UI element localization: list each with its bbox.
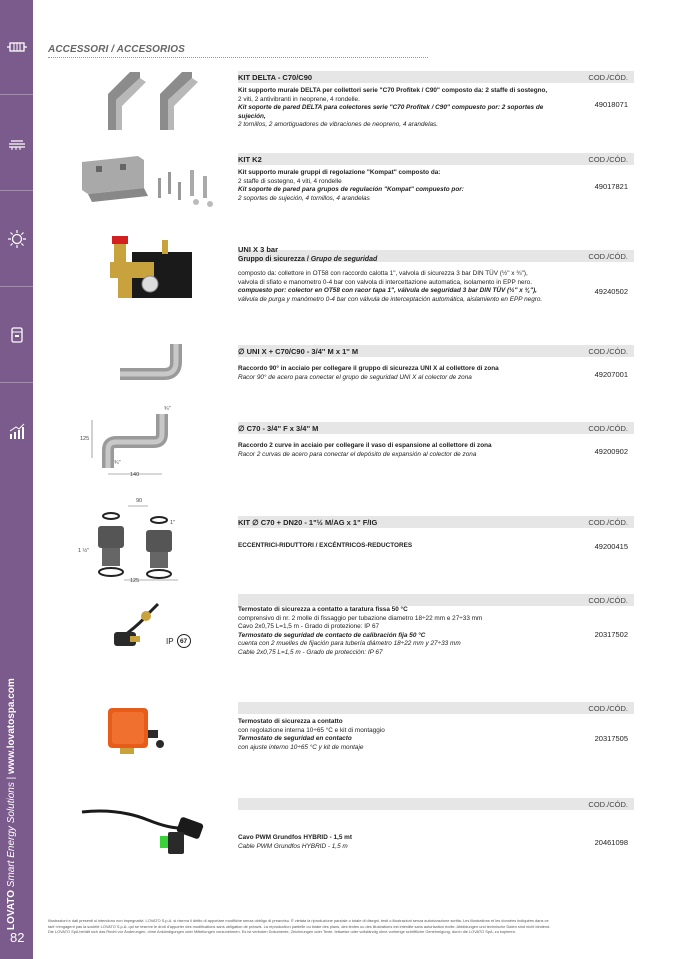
- product-row: [48, 150, 634, 220]
- bracket-pair-illustration: [100, 72, 210, 132]
- disclaimer-line: Die LOVATO SpA behält sich das Recht vor Änderungen, ohne Ankündigungen oder Mitteilungen vorzunehmen. Es ist verboten Dokumente, Zeichnungen oder Texte, teilweise oder vollständig ohne vorherige schriftliche Genehmigung, durch die LOVATO SpA, zu kopieren.: [48, 929, 516, 935]
- desc-line: válvula de purga y manómetro 0-4 bar con válvula de interceptación automática, aislamiento en EPP negro.: [238, 295, 543, 303]
- brand-website[interactable]: www.lovatospa.com: [6, 678, 17, 774]
- chart-icon: [7, 422, 27, 442]
- desc-line: Kit soporte de pared DELTA para colectores serie "C70 Profitek / C90" compuesto por: 2 soportes de sujeción,: [238, 104, 544, 120]
- cod-label: COD./CÓD.: [588, 252, 628, 261]
- ip-label: IP: [166, 636, 174, 646]
- cod-label: COD./CÓD.: [588, 347, 628, 356]
- desc-line: Raccordo 2 curve in acciaio per collegare il vaso di espansione al collettore di zona: [238, 442, 492, 449]
- brand-separator: |: [6, 776, 17, 780]
- sidebar-tab-radiators[interactable]: [0, 0, 33, 95]
- product-row: [48, 402, 634, 492]
- desc-line: Racor 90° de acero para conectar el grupo de seguridad UNI X al colector de zona: [238, 373, 472, 381]
- cod-label: COD./CÓD.: [588, 596, 628, 605]
- product-code: 49200415: [594, 542, 628, 551]
- product-title: ∅ C70 - 3/4'' F x 3/4'' M: [238, 424, 319, 433]
- contact-thermostat-illustration: [108, 600, 168, 656]
- dimension-label: 140: [130, 472, 140, 478]
- brand-vertical-text: [6, 678, 17, 930]
- product-code: 20461098: [594, 838, 628, 847]
- row-title-bar: [238, 702, 634, 714]
- product-code: 49207001: [594, 370, 628, 379]
- desc-line: Termostato di sicurezza a contatto: [238, 718, 343, 725]
- desc-line: valvola di sfiato e manometro 0-4 bar con valvola di intercettazione automatica, isolamento in EPP nero.: [238, 278, 533, 286]
- product-title: KIT K2: [238, 155, 262, 164]
- desc-line: composto da: collettore in OT58 con raccordo calotta 1", valvola di sicurezza 3 bar DIN TÜV (½" x ¾"),: [238, 270, 528, 277]
- desc-line: Racor 2 curvas de acero para conectar el depósito de expansión al colector de zona: [238, 450, 477, 458]
- row-title-bar: [238, 153, 634, 165]
- desc-line: Cable 2x0,75 L=1,5 m - Grado de protección: IP 67: [238, 648, 383, 656]
- sidebar-tab-performance[interactable]: [0, 384, 33, 479]
- desc-line: Kit soporte de pared para grupos de regulación "Kompat" compuesto por:: [238, 186, 464, 194]
- product-code: 49017821: [594, 182, 628, 191]
- desc-line: Cable PWM Grundfos HYBRID - 1,5 m: [238, 842, 348, 850]
- ip-rating: [166, 634, 191, 648]
- dimension-label: 125: [80, 436, 90, 442]
- product-description: [238, 606, 568, 658]
- brand-tagline: Smart Energy Solutions: [6, 782, 17, 888]
- sidebar-tab-floor[interactable]: [0, 96, 33, 191]
- dimension-label: 90: [136, 498, 143, 504]
- product-code: 20317502: [594, 630, 628, 639]
- product-description: [238, 87, 568, 130]
- double-bend-fitting-illustration: [88, 406, 188, 476]
- desc-line: comprensivo di nr. 2 molle di fissaggio per tubazione diametro 18÷22 mm e 27÷33 mm: [238, 614, 483, 622]
- dimension-label: ¾": [164, 406, 171, 412]
- product-title: KIT ∅ C70 + DN20 - 1"½ M/AG x 1" F/IG: [238, 518, 378, 527]
- desc-line: 2 soportes de sujeción, 4 tornillos, 4 arandelas: [238, 194, 370, 202]
- cod-label: COD./CÓD.: [588, 800, 628, 809]
- page-number: 82: [10, 930, 25, 945]
- disclaimer-line: tarif n'engagent pas la société LOVATO S.p.A. qui se réserve le droit d'apporter des modifications sans obligation de préavis. La reproduction partielle ou totale des plans, des textes ou des illustrations est interdite sans autorisation écrite. Abbildungen und technische Daten sind nicht bindend.: [48, 923, 551, 929]
- product-subtitle: [238, 256, 377, 263]
- cod-label: COD./CÓD.: [588, 155, 628, 164]
- sun-gear-icon: [7, 229, 27, 249]
- boiler-icon: [7, 325, 27, 345]
- disclaimer-line: Illustrazioni e dati presenti si intendono non impegnativi. LOVATO S.p.A. si riserva il diritto di apportare modifiche senza obbligo di preavviso. È vietata la riproduzione parziale o totale di disegni, testi o illustrazioni senza autorizzazione scritta. Les illustrations et les données indiquées dans ce: [48, 918, 549, 923]
- desc-line: Kit supporto murale gruppi di regolazione "Kompat" composto da:: [238, 169, 441, 176]
- product-row: [48, 68, 634, 138]
- desc-line: Termostato de seguridad de contacto de calibración fija 50 °C: [238, 631, 426, 639]
- cod-label: COD./CÓD.: [588, 73, 628, 82]
- product-code: 49018071: [594, 100, 628, 109]
- desc-line: Raccordo 90° in acciaio per collegare il gruppo di sicurezza UNI X al collettore di zona: [238, 365, 499, 372]
- subtitle-es: Grupo de seguridad: [310, 256, 378, 263]
- product-description: [238, 834, 568, 851]
- pwm-cable-illustration: [78, 802, 228, 862]
- dimension-label: ¾": [114, 460, 121, 466]
- product-title: UNI X 3 bar: [238, 245, 279, 254]
- elbow-fitting-illustration: [114, 340, 204, 384]
- cod-label: COD./CÓD.: [588, 518, 628, 527]
- cod-label: COD./CÓD.: [588, 704, 628, 713]
- desc-line: 2 tornillos, 2 amortiguadores de vibraciones de neopreno, 4 arandelas.: [238, 121, 439, 129]
- product-description: [238, 718, 568, 752]
- product-code: 49240502: [594, 287, 628, 296]
- ip-value: 67: [179, 637, 188, 645]
- ip-rating-icon: [177, 634, 191, 648]
- dimension-label: 1": [170, 520, 176, 526]
- underfloor-heating-icon: [7, 133, 27, 153]
- safety-group-illustration: [92, 234, 202, 306]
- sidebar-tab-solar[interactable]: [0, 192, 33, 287]
- desc-line: con regolazione interna 10÷65 °C e kit di montaggio: [238, 726, 385, 734]
- eccentric-reducers-illustration: [88, 504, 188, 582]
- desc-line: ECCENTRICI-RIDUTTORI / EXCÉNTRICOS-REDUCTORES: [238, 542, 413, 549]
- desc-line: Termostato de seguridad en contacto: [238, 735, 352, 743]
- desc-line: 2 staffe di sostegno, 4 viti, 4 rondelle: [238, 177, 342, 185]
- desc-line: Cavo PWM Grundfos HYBRID - 1,5 mt: [238, 834, 352, 841]
- radiator-pipe-icon: [7, 37, 27, 57]
- product-code: 20317505: [594, 734, 628, 743]
- brand-name: LOVATO: [6, 890, 17, 930]
- dimension-label: 125: [130, 578, 140, 584]
- desc-line: Cavo 2x0,75 L=1,5 m - Grado di protezione: IP 67: [238, 623, 380, 631]
- disclaimer-footer: [48, 918, 638, 935]
- product-description: [238, 542, 568, 551]
- product-code: 49200902: [594, 447, 628, 456]
- desc-line: 2 viti, 2 antivibranti in neoprene, 4 rondelle.: [238, 95, 360, 103]
- product-row: [48, 496, 634, 588]
- section-title: ACCESSORI / ACCESORIOS: [48, 44, 185, 55]
- section-divider: [48, 57, 428, 58]
- product-description: [238, 270, 568, 304]
- row-title-bar: [238, 594, 634, 606]
- product-row: [48, 234, 634, 324]
- desc-line: cuenta con 2 muelles de fijación para tubería diámetro 18÷22 mm y 27÷33 mm: [238, 640, 461, 648]
- product-row: [48, 592, 634, 682]
- desc-line: Kit supporto murale DELTA per collettori serie "C70 Profitek / C90" composto da: 2 staffe di sostegno,: [238, 87, 548, 94]
- product-title: ∅ UNI X + C70/C90 - 3/4'' M x 1'' M: [238, 347, 359, 356]
- product-row: [48, 700, 634, 780]
- sidebar-tab-boiler[interactable]: [0, 288, 33, 383]
- product-description: [238, 169, 568, 203]
- desc-line: compuesto por: colector en OT58 con racor tapa 1", válvula de seguridad 3 bar DIN TÜV (½" x ¾"),: [238, 287, 537, 295]
- wall-bracket-kit-illustration: [78, 152, 228, 212]
- dimension-label: 1 ½": [78, 548, 90, 554]
- sidebar: [0, 0, 33, 959]
- product-description: [238, 365, 568, 382]
- product-row: [48, 796, 634, 866]
- product-title: KIT DELTA - C70/C90: [238, 73, 313, 82]
- row-title-bar: [238, 798, 634, 810]
- orange-thermostat-illustration: [100, 700, 170, 760]
- desc-line: Termostato di sicurezza a contatto a taratura fissa 50 °C: [238, 606, 408, 613]
- product-description: [238, 442, 568, 459]
- subtitle-it: Gruppo di sicurezza /: [238, 256, 311, 263]
- cod-label: COD./CÓD.: [588, 424, 628, 433]
- product-row: [48, 340, 634, 395]
- desc-line: con ajuste interno 10÷65 °C y kit de montaje: [238, 743, 364, 751]
